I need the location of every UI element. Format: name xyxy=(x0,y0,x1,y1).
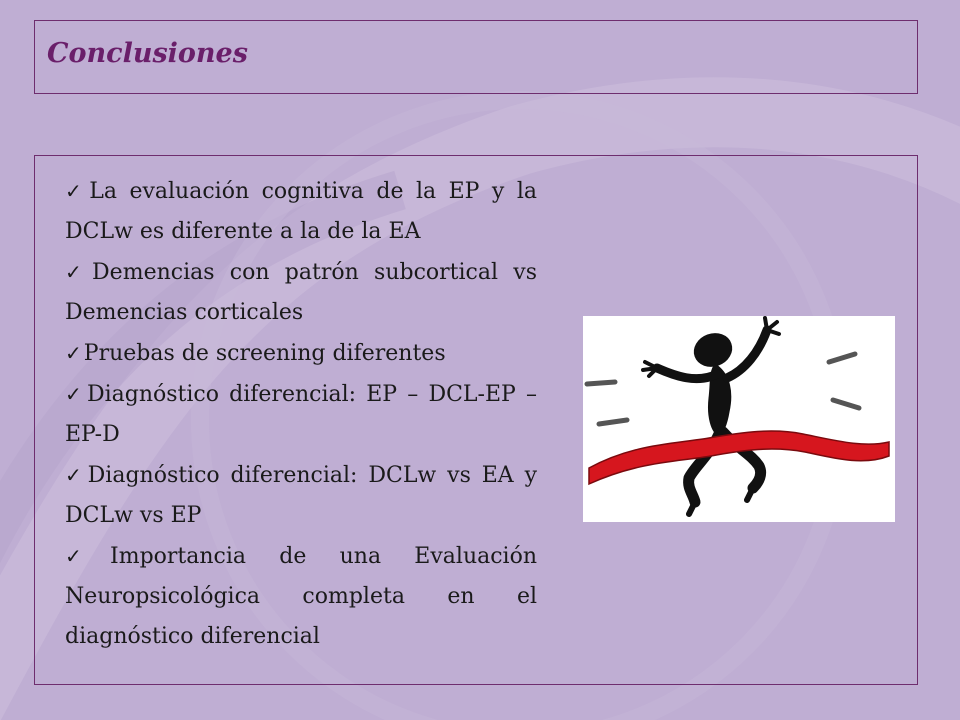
bullet-text: Demencias con patrón subcortical vs Demencias corticales xyxy=(65,260,537,325)
title-box xyxy=(34,20,918,94)
slide-title: Conclusiones xyxy=(47,38,248,69)
bullet-item xyxy=(65,374,537,455)
bullet-text: Diagnóstico diferencial: EP – DCL-EP – EP-D xyxy=(65,382,537,447)
bullet-item xyxy=(65,333,537,374)
bullet-item xyxy=(65,455,537,536)
bullet-text: La evaluación cognitiva de la EP y la DCLw es diferente a la de la EA xyxy=(65,179,537,244)
bullet-text: Pruebas de screening diferentes xyxy=(83,341,446,366)
checkmark-icon: ✓ xyxy=(65,544,109,568)
content-box xyxy=(34,155,918,685)
checkmark-icon: ✓ xyxy=(65,179,88,203)
checkmark-icon: ✓ xyxy=(65,463,86,487)
checkmark-icon: ✓ xyxy=(65,382,85,406)
bullet-text: Importancia de una Evaluación Neuropsicológica completa en el diagnóstico diferencial xyxy=(65,544,537,649)
bullet-list xyxy=(65,171,537,657)
checkmark-icon: ✓ xyxy=(65,341,82,365)
bullet-item xyxy=(65,536,537,657)
bullet-item xyxy=(65,171,537,252)
bullet-text: Diagnóstico diferencial: DCLw vs EA y DCLw vs EP xyxy=(65,463,537,528)
checkmark-icon: ✓ xyxy=(65,260,91,284)
bullet-item xyxy=(65,252,537,333)
finish-line-runner-icon xyxy=(583,316,895,522)
